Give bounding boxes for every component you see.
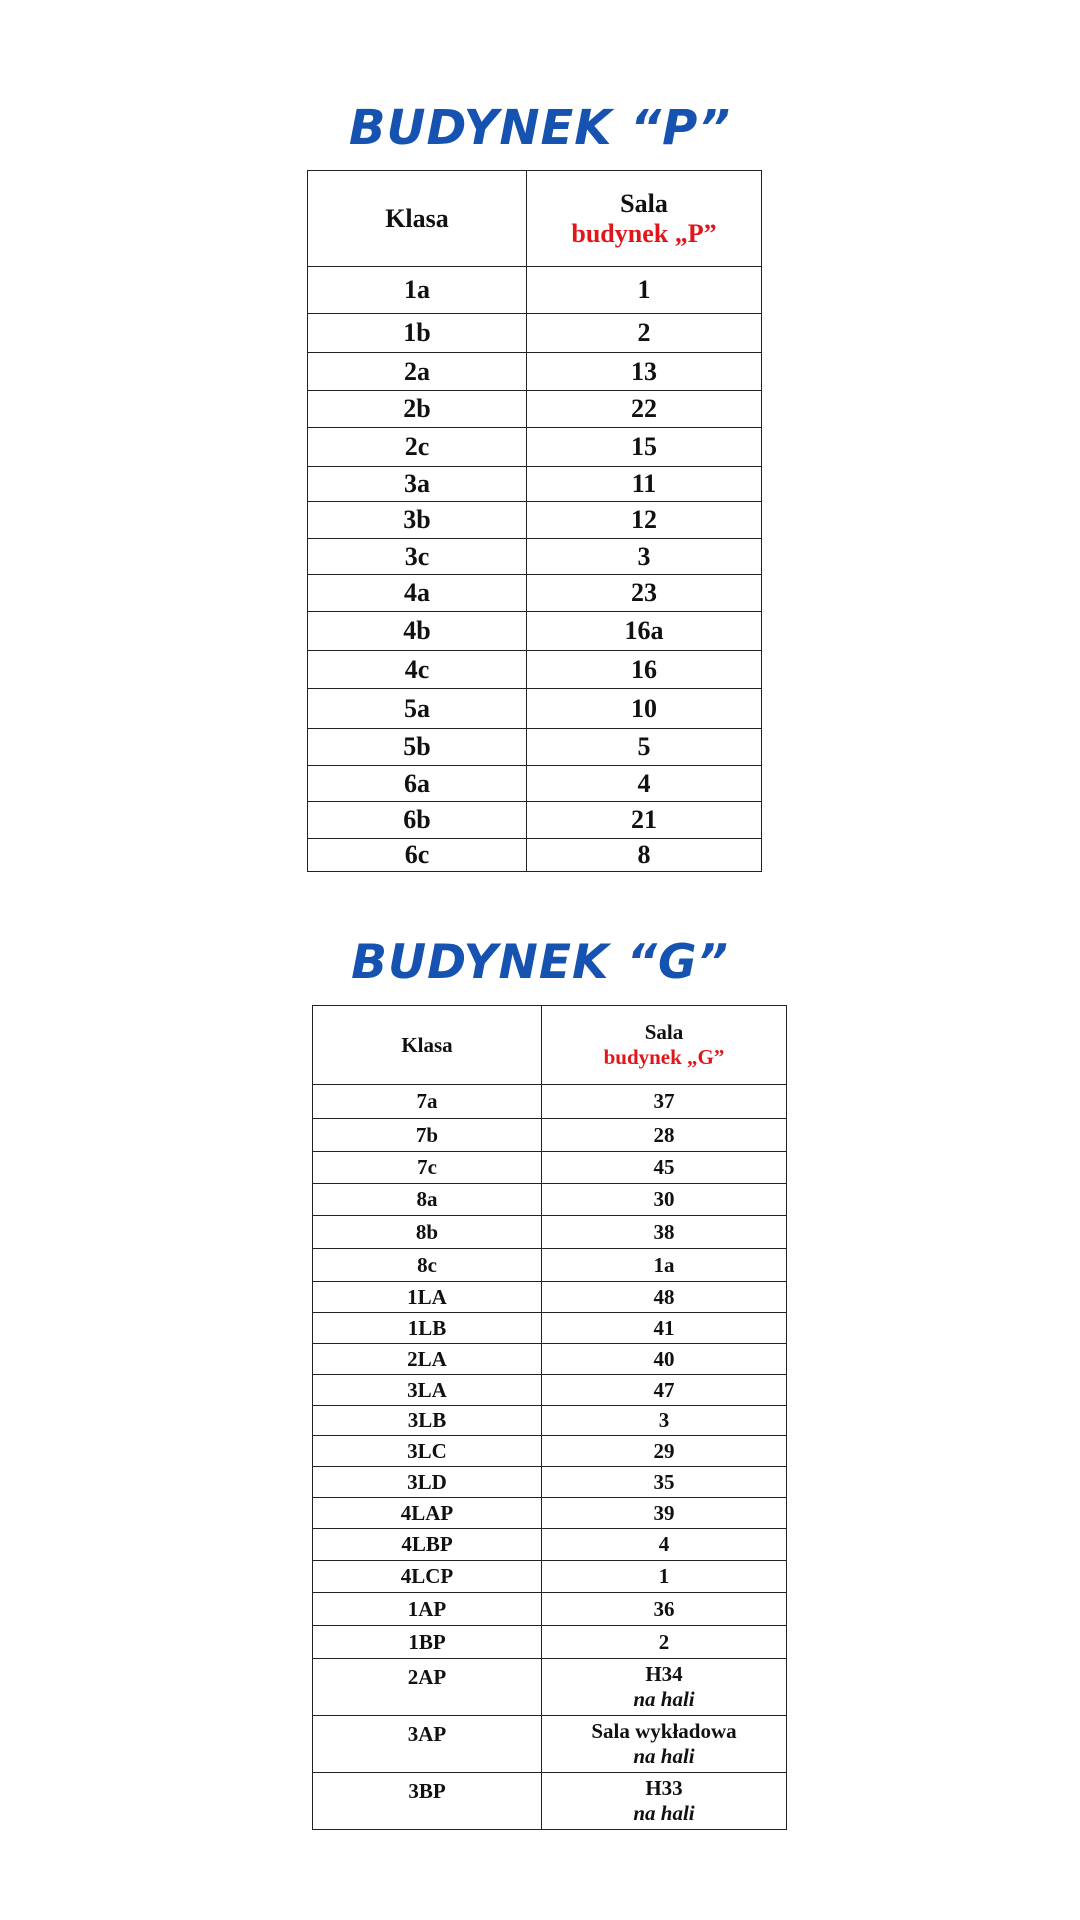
table-row [308,428,762,467]
cell-sala [542,1716,787,1773]
cell-klasa: 3LB [313,1406,542,1436]
cell-sala: 22 [527,391,762,428]
table-row [308,839,762,872]
cell-sala-value: Sala wykładowa [591,1719,737,1743]
cell-sala: 3 [542,1406,787,1436]
table-row [313,1282,787,1313]
cell-klasa: 4c [308,651,527,689]
cell-klasa: 2LA [313,1344,542,1375]
cell-klasa: 1LB [313,1313,542,1344]
table-row [313,1716,787,1773]
cell-sala: 4 [542,1529,787,1561]
cell-klasa: 4LAP [313,1498,542,1529]
table-row [313,1216,787,1249]
building-p-title: BUDYNEK “P” [348,100,732,156]
cell-klasa: 4LBP [313,1529,542,1561]
cell-sala: 15 [527,428,762,467]
table-row [313,1561,787,1593]
cell-sala: 41 [542,1313,787,1344]
cell-klasa: 8b [313,1216,542,1249]
cell-klasa: 3AP [313,1716,542,1773]
header-klasa: Klasa [308,171,527,267]
building-p-rows [308,267,762,872]
cell-klasa: 4a [308,575,527,612]
cell-klasa: 2b [308,391,527,428]
cell-sala [542,1659,787,1716]
table-row [313,1375,787,1406]
table-row [308,391,762,428]
cell-sala [542,1773,787,1830]
header-sala-building: budynek „P” [571,218,717,248]
cell-sala: 48 [542,1282,787,1313]
table-row [308,267,762,314]
table-row [313,1249,787,1282]
cell-sala: 21 [527,802,762,839]
cell-klasa: 7a [313,1085,542,1119]
cell-sala: 1 [527,267,762,314]
cell-sala: 2 [542,1626,787,1659]
cell-sala-note: na hali [633,1801,695,1825]
table-row [308,729,762,766]
table-row [308,575,762,612]
cell-sala: 37 [542,1085,787,1119]
table-row [313,1184,787,1216]
cell-sala: 35 [542,1467,787,1498]
cell-sala: 2 [527,314,762,353]
building-g-table [312,1005,787,1830]
cell-sala: 1 [542,1561,787,1593]
building-g-rows [313,1085,787,1830]
table-row [313,1313,787,1344]
table-row [308,651,762,689]
table-row [313,1626,787,1659]
cell-sala: 28 [542,1119,787,1152]
cell-klasa: 4b [308,612,527,651]
table-row [308,689,762,729]
table-row [308,353,762,391]
cell-klasa: 7b [313,1119,542,1152]
cell-klasa: 1BP [313,1626,542,1659]
cell-sala: 4 [527,766,762,802]
table-row [308,612,762,651]
table-row [308,766,762,802]
cell-sala: 8 [527,839,762,872]
table-row [313,1659,787,1716]
cell-sala: 11 [527,467,762,502]
table-row [308,502,762,539]
header-sala [542,1006,787,1085]
table-row [313,1593,787,1626]
cell-sala: 13 [527,353,762,391]
building-p-table [307,170,762,872]
table-row [313,1773,787,1830]
cell-klasa: 1LA [313,1282,542,1313]
cell-klasa: 3BP [313,1773,542,1830]
cell-klasa: 1b [308,314,527,353]
table-row [308,314,762,353]
cell-klasa: 3LD [313,1467,542,1498]
cell-klasa: 2a [308,353,527,391]
header-klasa: Klasa [313,1006,542,1085]
table-row [313,1152,787,1184]
cell-klasa: 7c [313,1152,542,1184]
cell-klasa: 2c [308,428,527,467]
cell-klasa: 3LC [313,1436,542,1467]
table-row [308,467,762,502]
table-row [313,1436,787,1467]
cell-klasa: 8a [313,1184,542,1216]
header-sala [527,171,762,267]
cell-sala-value: H33 [645,1776,683,1800]
cell-sala: 16 [527,651,762,689]
cell-klasa: 6a [308,766,527,802]
cell-sala: 3 [527,539,762,575]
table-row [308,539,762,575]
table-row [313,1498,787,1529]
cell-sala: 16a [527,612,762,651]
cell-sala: 10 [527,689,762,729]
cell-sala: 30 [542,1184,787,1216]
cell-klasa: 6c [308,839,527,872]
header-sala-label: Sala [644,1020,684,1044]
cell-sala: 40 [542,1344,787,1375]
cell-klasa: 1AP [313,1593,542,1626]
table-row [313,1085,787,1119]
table-row [308,802,762,839]
cell-sala: 23 [527,575,762,612]
cell-klasa: 8c [313,1249,542,1282]
table-row [313,1467,787,1498]
cell-sala: 47 [542,1375,787,1406]
cell-klasa: 3c [308,539,527,575]
cell-klasa: 6b [308,802,527,839]
cell-sala: 12 [527,502,762,539]
cell-sala-note: na hali [633,1687,695,1711]
cell-sala: 39 [542,1498,787,1529]
table-header-row [313,1006,787,1085]
table-row [313,1344,787,1375]
cell-klasa: 2AP [313,1659,542,1716]
cell-klasa: 3a [308,467,527,502]
cell-sala: 1a [542,1249,787,1282]
cell-sala-note: na hali [633,1744,695,1768]
cell-sala: 5 [527,729,762,766]
building-g-title: BUDYNEK “G” [351,935,729,990]
cell-klasa: 3b [308,502,527,539]
table-row [313,1529,787,1561]
cell-klasa: 1a [308,267,527,314]
cell-sala: 29 [542,1436,787,1467]
table-row [313,1406,787,1436]
cell-sala: 38 [542,1216,787,1249]
table-row [313,1119,787,1152]
cell-sala: 45 [542,1152,787,1184]
table-header-row [308,171,762,267]
header-sala-building: budynek „G” [603,1045,725,1069]
cell-klasa: 3LA [313,1375,542,1406]
cell-klasa: 5a [308,689,527,729]
cell-sala-value: H34 [645,1662,683,1686]
cell-klasa: 5b [308,729,527,766]
cell-klasa: 4LCP [313,1561,542,1593]
cell-sala: 36 [542,1593,787,1626]
header-sala-label: Sala [620,188,668,218]
